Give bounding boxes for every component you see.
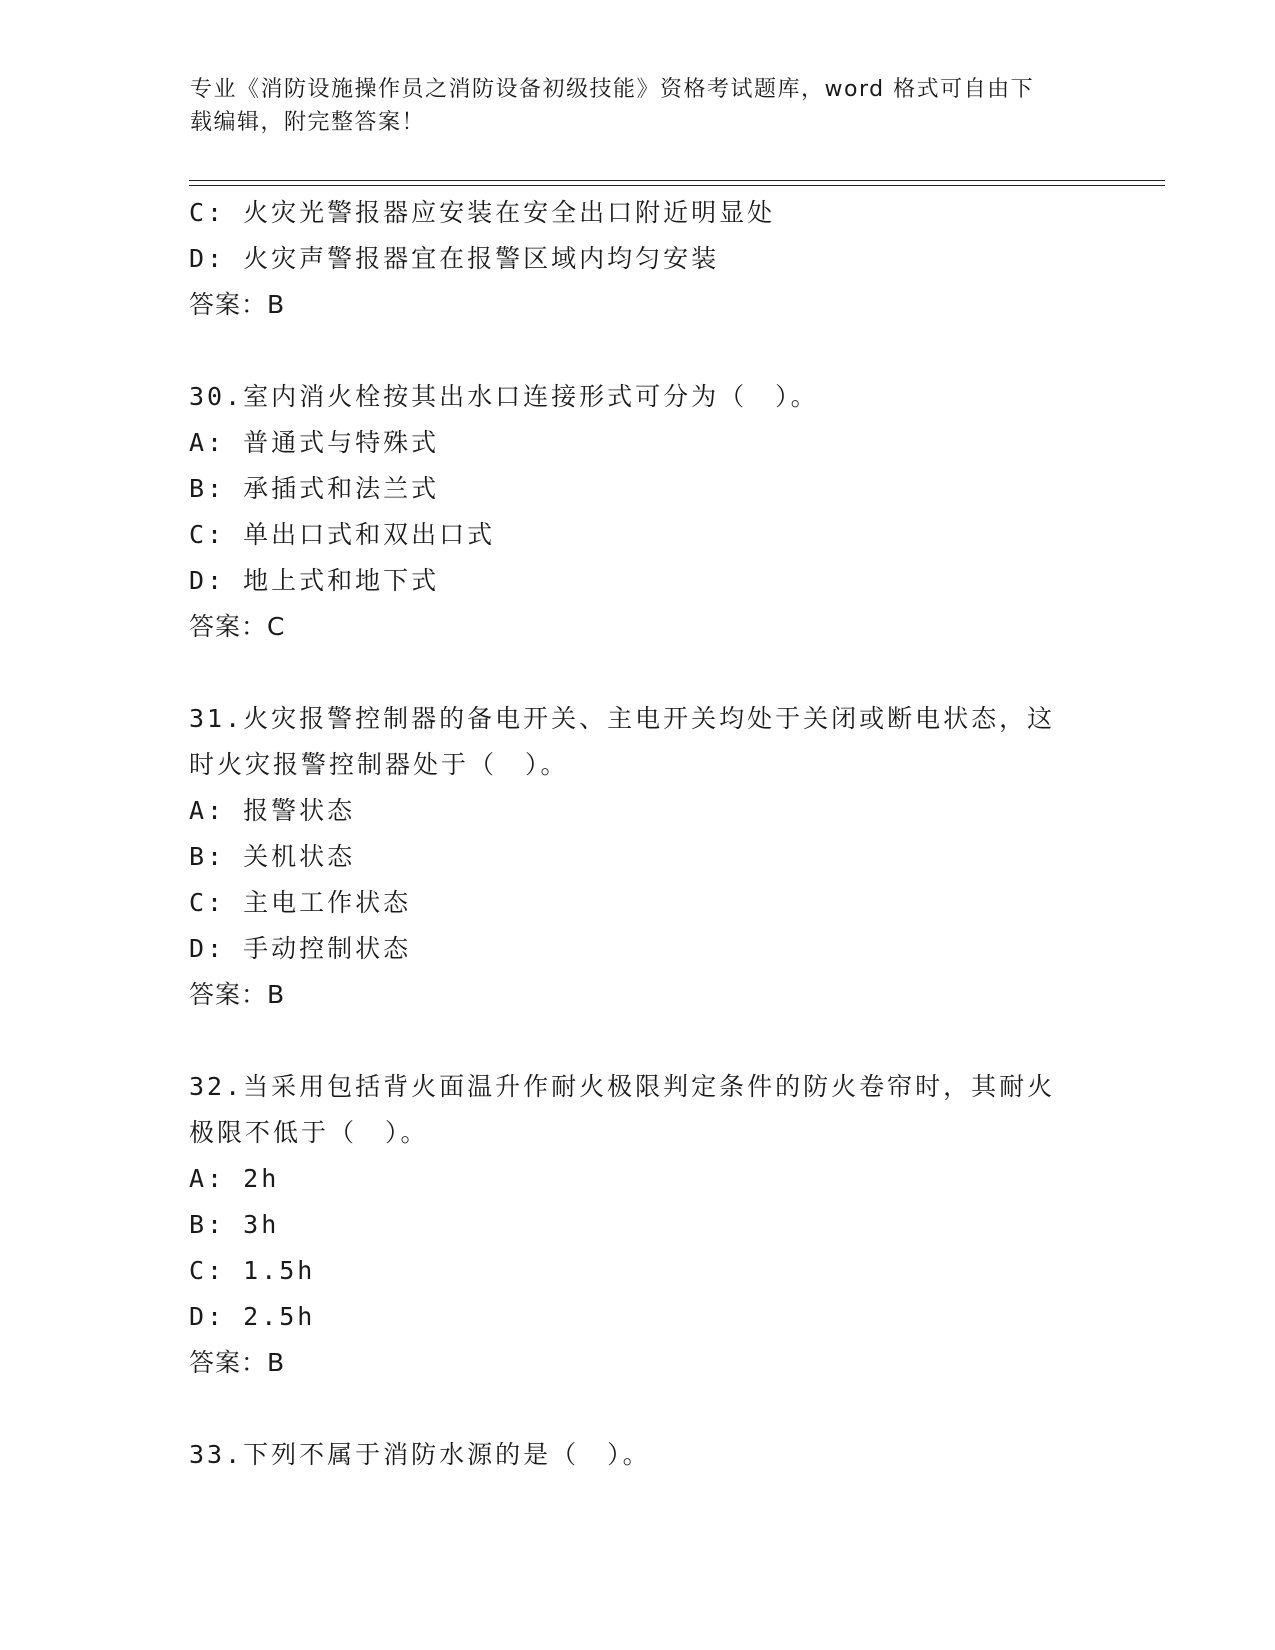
option-b: B: 承插式和法兰式 (189, 474, 440, 503)
option-a: A: 普通式与特殊式 (189, 428, 440, 457)
option-c: C: 单出口式和双出口式 (189, 520, 496, 549)
question-32 (189, 1064, 1089, 1386)
option-d: D: 手动控制状态 (189, 934, 412, 963)
header-rule-bottom (189, 185, 1165, 186)
question-stem-line-1: 31.火灾报警控制器的备电开关、主电开关均处于关闭或断电状态，这 (189, 704, 1056, 733)
option-d: D: 火灾声警报器宜在报警区域内均匀安装 (189, 244, 720, 273)
document-header (190, 73, 1090, 139)
answer-line: 答案：C (189, 612, 286, 641)
header-rule-top (189, 180, 1165, 181)
option-b: B: 关机状态 (189, 842, 356, 871)
question-30 (189, 374, 1089, 650)
question-stem: 30.室内消火栓按其出水口连接形式可分为（ ）。 (189, 382, 819, 411)
option-d: D: 地上式和地下式 (189, 566, 440, 595)
question-stem-line-2: 极限不低于（ ）。 (189, 1118, 429, 1147)
option-c: C: 1.5h (189, 1256, 316, 1285)
header-line-2: 载编辑，附完整答案！ (190, 110, 426, 135)
option-d: D: 2.5h (189, 1302, 316, 1331)
question-29-tail (189, 190, 1089, 328)
question-stem-line-1: 32.当采用包括背火面温升作耐火极限判定条件的防火卷帘时，其耐火 (189, 1072, 1056, 1101)
option-c: C: 主电工作状态 (189, 888, 412, 917)
answer-line: 答案：B (189, 1348, 286, 1377)
question-31 (189, 696, 1089, 1018)
question-stem-line-2: 时火灾报警控制器处于（ ）。 (189, 750, 569, 779)
option-b: B: 3h (189, 1210, 280, 1239)
answer-line: 答案：B (189, 980, 286, 1009)
option-a: A: 2h (189, 1164, 280, 1193)
option-a: A: 报警状态 (189, 796, 356, 825)
question-33 (189, 1432, 1089, 1478)
option-c: C: 火灾光警报器应安装在安全出口附近明显处 (189, 198, 776, 227)
question-stem: 33.下列不属于消防水源的是（ ）。 (189, 1440, 651, 1469)
header-line-1: 专业《消防设施操作员之消防设备初级技能》资格考试题库，word 格式可自由下 (190, 77, 1035, 102)
answer-line: 答案：B (189, 290, 286, 319)
question-content (189, 190, 1089, 1478)
